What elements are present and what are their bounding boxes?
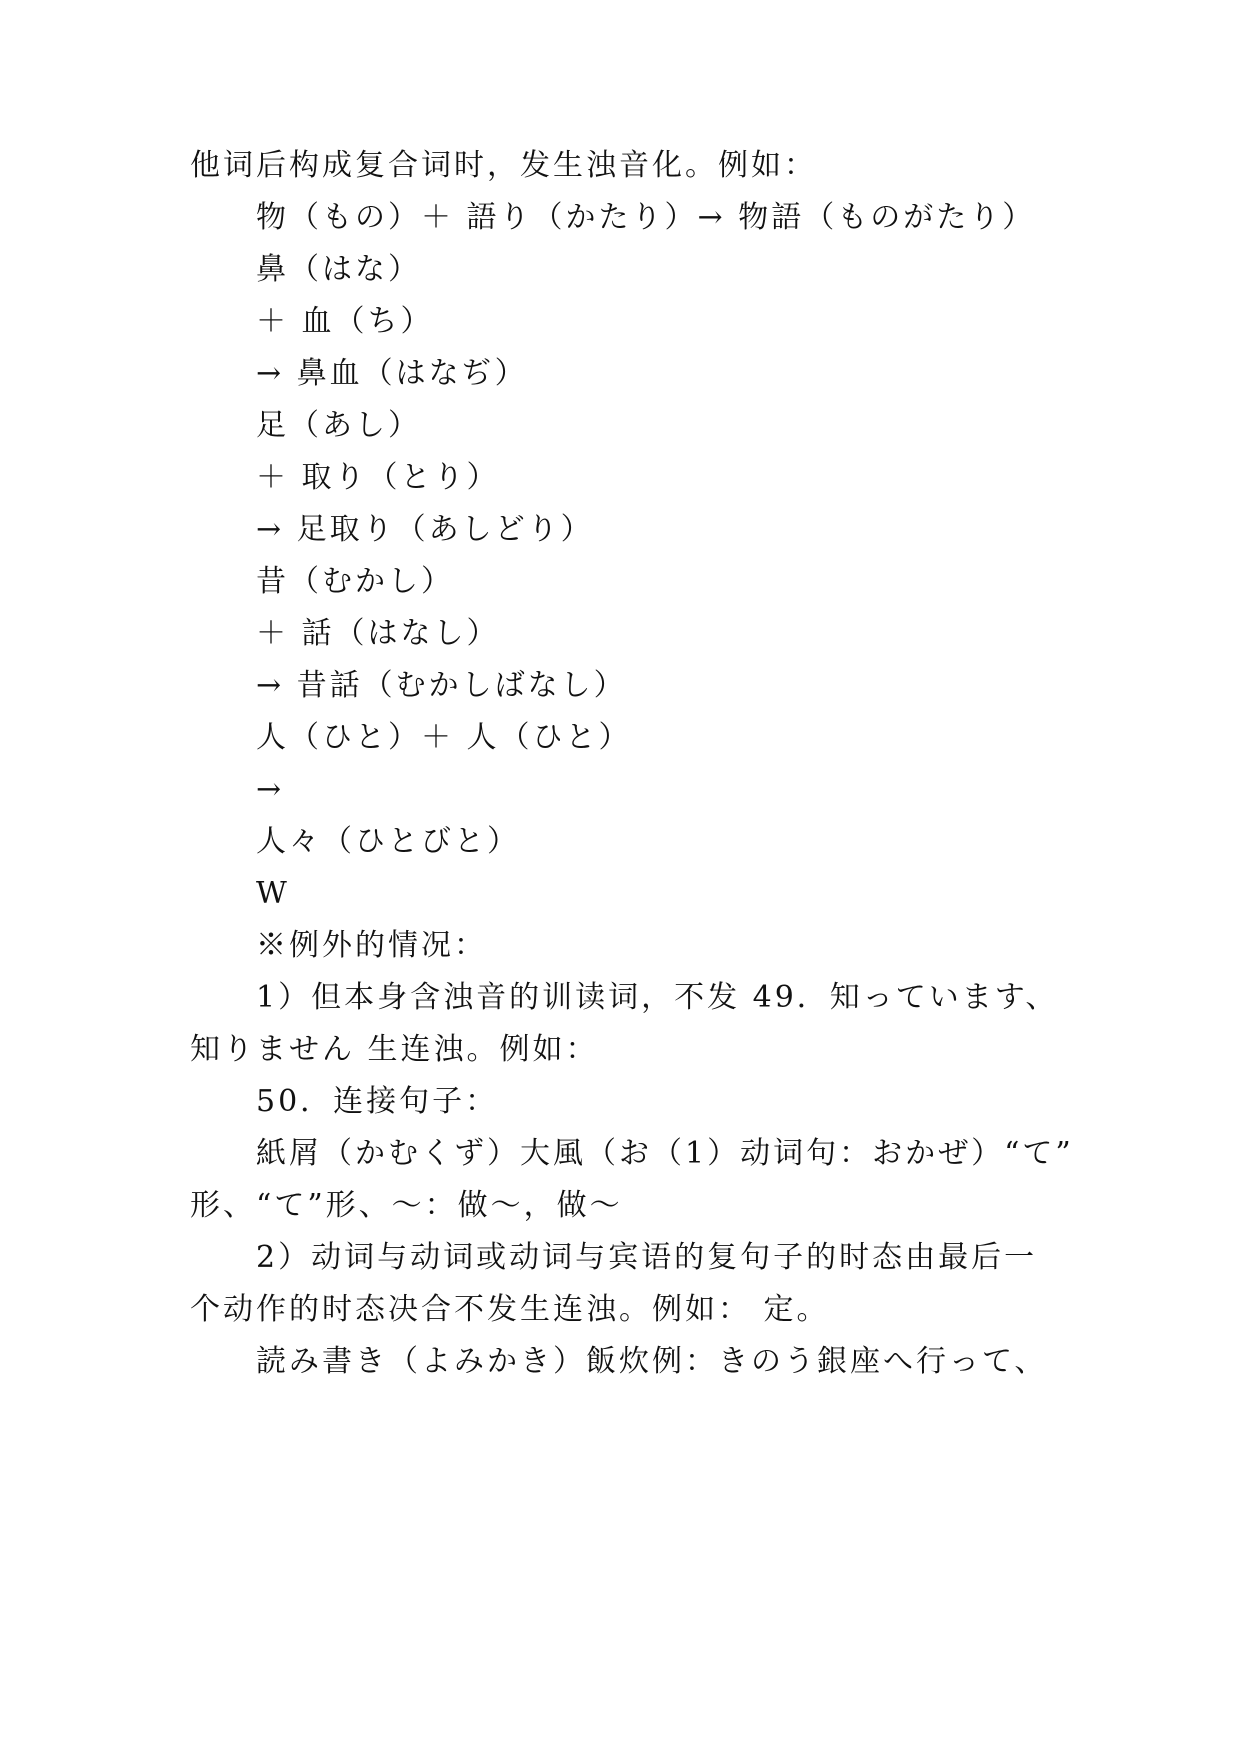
- text-line: 个动作的时态决合不发生连浊。例如： 定。: [190, 1292, 830, 1327]
- text-line: 物（もの）＋ 語り（かたり）→ 物語（ものがたり）: [256, 200, 1036, 235]
- text-line: 人々（ひとびと）: [256, 824, 520, 859]
- text-line: 昔（むかし）: [256, 564, 454, 599]
- text-line: ＋ 話（はなし）: [256, 616, 500, 651]
- text-line: 鼻（はな）: [256, 252, 421, 287]
- text-line: → 昔話（むかしばなし）: [256, 668, 627, 703]
- text-line: 2）动词与动词或动词与宾语的复句子的时态由最后一: [256, 1240, 1038, 1275]
- text-line: 紙屑（かむくず）大風（お（1）动词句：おかぜ）“て”: [256, 1136, 1074, 1171]
- text-line: 1）但本身含浊音的训读词，不发 49．知っています、: [256, 980, 1059, 1015]
- text-line: ＋ 血（ち）: [256, 304, 434, 339]
- text-line: 人（ひと）＋ 人（ひと）: [256, 720, 632, 755]
- text-line: 足（あし）: [256, 408, 421, 443]
- text-line: → 鼻血（はなぢ）: [256, 356, 528, 391]
- text-line: 50．连接句子：: [256, 1084, 499, 1119]
- text-line: → 足取り（あしどり）: [256, 512, 594, 547]
- text-line: W: [256, 876, 290, 911]
- text-line: 形、“て”形、～：做～，做～: [190, 1188, 623, 1223]
- text-line: 他词后构成复合词时，发生浊音化。例如：: [190, 148, 817, 183]
- text-line: 知りません 生连浊。例如：: [190, 1032, 599, 1067]
- text-line: 読み書き（よみかき）飯炊例：きのう銀座へ行って、: [256, 1344, 1048, 1379]
- text-line: →: [256, 772, 285, 807]
- text-line: ※例外的情况：: [256, 928, 487, 963]
- text-line: ＋ 取り（とり）: [256, 460, 500, 495]
